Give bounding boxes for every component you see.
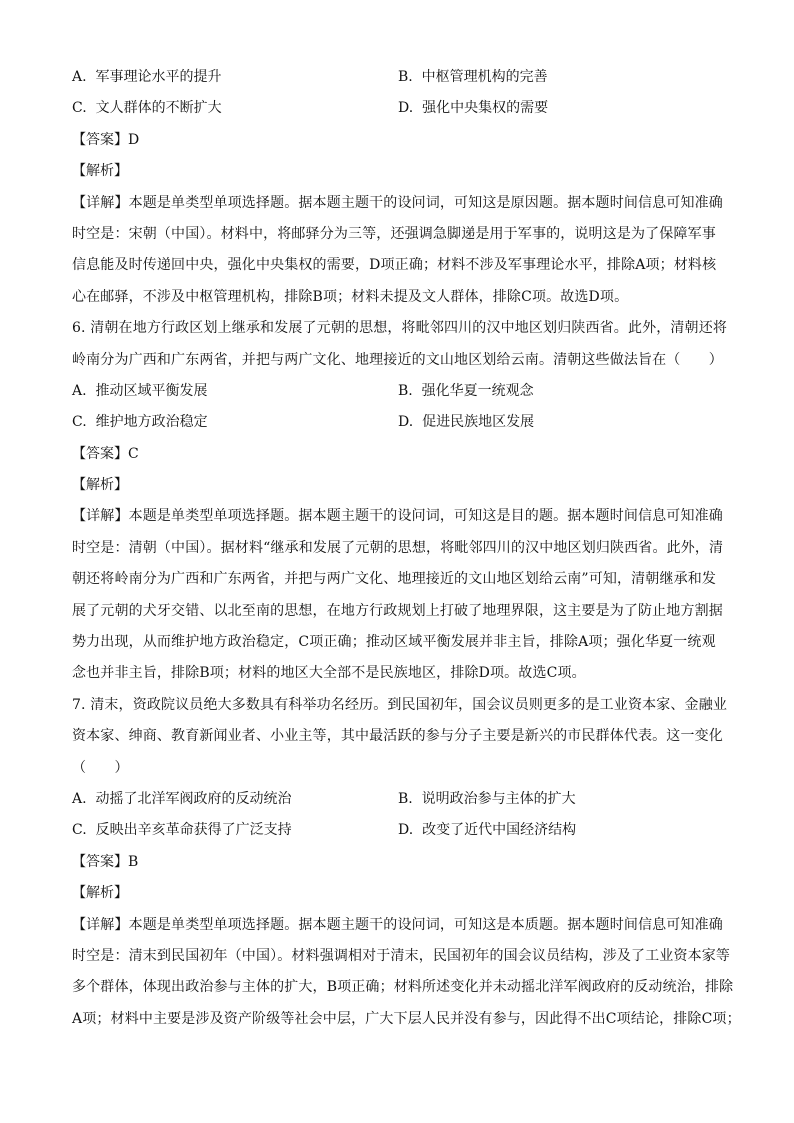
q6-option-b[interactable] bbox=[398, 376, 534, 407]
option-letter: A. bbox=[72, 790, 87, 807]
detail-line: 【详解】本题是单类型单项选择题。据本题主题干的设问词，可知这是本质题。据本题时间信息可知准确 bbox=[72, 916, 723, 933]
q5-analysis-label: 【解析】 bbox=[72, 163, 128, 180]
option-text: 反映出辛亥革命获得了广泛支持 bbox=[95, 822, 292, 839]
q5-options-row-2 bbox=[72, 93, 724, 124]
q6-options-row-1 bbox=[72, 376, 724, 407]
document-page bbox=[72, 62, 741, 1035]
q5-option-c[interactable] bbox=[72, 93, 222, 124]
detail-line: 展了元朝的犬牙交错、以北至南的思想，在地方行政规划上打破了地理界限，这主要是为了防止地方割据 bbox=[72, 602, 723, 619]
stem-line: 岭南分为广西和广东两省，并把与两广文化、地理接近的文山地区划给云南。清朝这些做法旨在（ ） bbox=[72, 351, 723, 368]
detail-line: 时空是：宋朝（中国）。材料中，将邮驿分为三等，还强调急脚递是用于军事的，说明这是为了保障军事 bbox=[72, 225, 716, 242]
stem-line: 7. 清末，资政院议员绝大多数具有科举功名经历。到民国初年，国会议员则更多的是工业资本家、金融业 bbox=[72, 696, 728, 713]
q7-options-row-1 bbox=[72, 784, 724, 815]
option-text: 动摇了北洋军阀政府的反动统治 bbox=[95, 790, 292, 807]
q7-option-c[interactable] bbox=[72, 815, 292, 846]
option-letter: B. bbox=[398, 790, 413, 807]
q5-answer: 【答案】D bbox=[72, 131, 140, 148]
q6-analysis-label: 【解析】 bbox=[72, 477, 128, 494]
option-letter: C. bbox=[72, 822, 87, 839]
option-letter: D. bbox=[398, 100, 414, 117]
detail-line: 【详解】本题是单类型单项选择题。据本题主题干的设问词，可知这是目的题。据本题时间信息可知准确 bbox=[72, 508, 723, 525]
detail-line: A项；材料中主要是涉及资产阶级等社会中层，广大下层人民并没有参与，因此得不出C项结论，排除C项； bbox=[72, 1010, 741, 1027]
detail-line: 时空是：清末到民国初年（中国）。材料强调相对于清末，民国初年的国会议员结构，涉及了工业资本家等 bbox=[72, 947, 731, 964]
q5-detail bbox=[72, 188, 724, 314]
option-text: 强化华夏一统观念 bbox=[421, 382, 534, 399]
detail-line: 信息能及时传递回中央，强化中央集权的需要，D项正确；材料不涉及军事理论水平，排除A项；材料核 bbox=[72, 257, 717, 274]
detail-line: 心在邮驿，不涉及中枢管理机构，排除B项；材料未提及文人群体，排除C项。故选D项。 bbox=[72, 288, 629, 305]
option-letter: A. bbox=[72, 382, 87, 399]
stem-line: 资本家、绅商、教育新闻业者、小业主等，其中最活跃的参与分子主要是新兴的市民群体代表。这一变化 bbox=[72, 728, 723, 745]
q7-options-row-2 bbox=[72, 815, 724, 846]
q7-detail bbox=[72, 910, 741, 1036]
option-text: 强化中央集权的需要 bbox=[422, 100, 549, 117]
stem-line: （ ） bbox=[72, 759, 129, 776]
detail-line: 【详解】本题是单类型单项选择题。据本题主题干的设问词，可知这是原因题。据本题时间信息可知准确 bbox=[72, 194, 723, 211]
option-text: 促进民族地区发展 bbox=[422, 414, 535, 431]
q6-options-row-2 bbox=[72, 407, 724, 438]
detail-line: 念也并非主旨，排除B项；材料的地区大全部不是民族地区，排除D项。故选C项。 bbox=[72, 665, 586, 682]
detail-line: 多个群体，体现出政治参与主体的扩大，B项正确；材料所述变化并未动摇北洋军阀政府的反动统治，排除 bbox=[72, 979, 734, 996]
q7-stem bbox=[72, 690, 728, 784]
q5-options-row-1 bbox=[72, 62, 724, 93]
detail-line: 势力出现，从而维护地方政治稳定，C项正确；推动区域平衡发展并非主旨，排除A项；强化华夏一统观 bbox=[72, 634, 716, 651]
q6-option-d[interactable] bbox=[398, 407, 534, 438]
option-letter: C. bbox=[72, 100, 87, 117]
option-letter: D. bbox=[398, 414, 414, 431]
option-text: 中枢管理机构的完善 bbox=[421, 69, 548, 85]
option-letter: A. bbox=[72, 69, 87, 85]
option-text: 改变了近代中国经济结构 bbox=[422, 822, 577, 839]
detail-line: 时空是：清朝（中国）。据材料“继承和发展了元朝的思想，将毗邻四川的汉中地区划归陕西省。此外，清 bbox=[72, 539, 724, 556]
option-text: 推动区域平衡发展 bbox=[95, 382, 208, 399]
q7-analysis-label: 【解析】 bbox=[72, 885, 128, 902]
q5-option-a[interactable] bbox=[72, 62, 221, 93]
q5-option-b[interactable] bbox=[398, 62, 548, 93]
q7-option-a[interactable] bbox=[72, 784, 291, 815]
q7-option-d[interactable] bbox=[398, 815, 576, 846]
option-text: 文人群体的不断扩大 bbox=[95, 100, 222, 117]
q6-option-a[interactable] bbox=[72, 376, 207, 407]
q7-answer: 【答案】B bbox=[72, 853, 139, 870]
option-text: 维护地方政治稳定 bbox=[95, 414, 208, 431]
q6-stem bbox=[72, 313, 728, 376]
stem-line: 6. 清朝在地方行政区划上继承和发展了元朝的思想，将毗邻四川的汉中地区划归陕西省。此外，清朝还将 bbox=[72, 320, 728, 337]
q6-detail bbox=[72, 501, 724, 689]
option-letter: D. bbox=[398, 822, 414, 839]
detail-line: 朝还将岭南分为广西和广东两省，并把与两广文化、地理接近的文山地区划给云南”可知，清朝继承和发 bbox=[72, 571, 717, 588]
option-text: 军事理论水平的提升 bbox=[95, 69, 222, 85]
option-letter: C. bbox=[72, 414, 87, 431]
q6-answer: 【答案】C bbox=[72, 445, 139, 462]
option-text: 说明政治参与主体的扩大 bbox=[421, 790, 576, 807]
option-letter: B. bbox=[398, 382, 413, 399]
q5-option-d[interactable] bbox=[398, 93, 548, 124]
option-letter: B. bbox=[398, 69, 413, 85]
q7-option-b[interactable] bbox=[398, 784, 576, 815]
q6-option-c[interactable] bbox=[72, 407, 208, 438]
